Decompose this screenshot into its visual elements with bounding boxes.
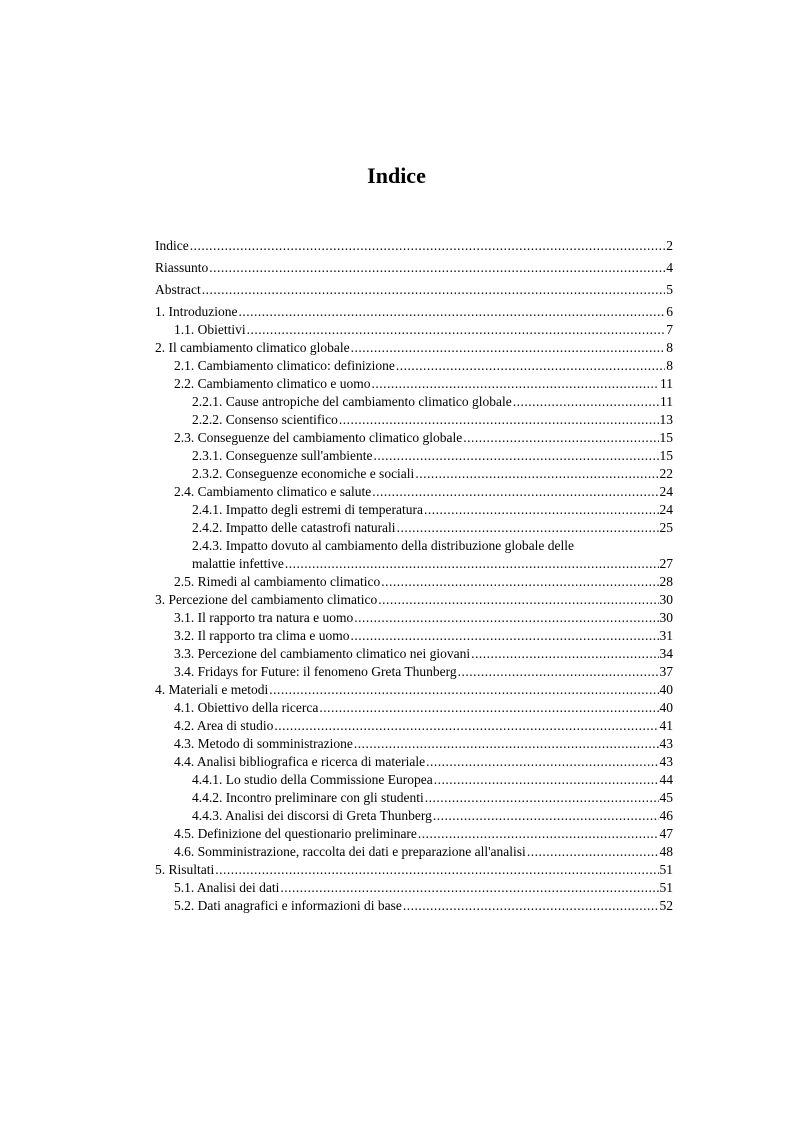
toc-entry-label: 5.2. Dati anagrafici e informazioni di base — [174, 898, 402, 913]
toc-entry-label: 4.6. Somministrazione, raccolta dei dati e preparazione all'analisi — [174, 844, 526, 859]
toc-entry[interactable] — [155, 807, 673, 825]
toc-entry-label: 1. Introduzione — [155, 304, 238, 319]
dot-leader — [463, 429, 658, 447]
toc-page-number: 43 — [659, 754, 673, 769]
toc-entry-label: 4.2. Area di studio — [174, 718, 274, 733]
toc-page-number: 8 — [666, 358, 673, 373]
dot-leader — [274, 717, 658, 735]
toc-entry-label: Indice — [155, 238, 189, 253]
toc-page-number: 44 — [659, 772, 673, 787]
dot-leader — [238, 303, 665, 321]
toc-page-number: 7 — [666, 322, 673, 337]
toc-entry-label: 3.1. Il rapporto tra natura e uomo — [174, 610, 354, 625]
table-of-contents — [155, 233, 673, 915]
toc-entry[interactable] — [155, 501, 673, 519]
dot-leader — [354, 609, 658, 627]
toc-page-number: 2 — [666, 238, 673, 253]
toc-entry[interactable] — [155, 771, 673, 789]
dot-leader — [418, 825, 659, 843]
toc-entry-label: 2.2. Cambiamento climatico e uomo — [174, 376, 371, 391]
toc-entry-label: 3. Percezione del cambiamento climatico — [155, 592, 378, 607]
toc-entry-label: Abstract — [155, 282, 201, 297]
toc-entry[interactable] — [155, 321, 673, 339]
dot-leader — [269, 681, 658, 699]
dot-leader — [285, 555, 659, 573]
toc-page-number: 45 — [659, 790, 673, 805]
toc-entry[interactable] — [155, 717, 673, 735]
toc-page-number: 30 — [659, 592, 673, 607]
toc-page-number: 48 — [659, 844, 673, 859]
dot-leader — [378, 591, 658, 609]
toc-entry-label: 2.2.2. Consenso scientifico — [192, 412, 338, 427]
toc-entry-label: 2.2.1. Cause antropiche del cambiamento climatico globale — [192, 394, 512, 409]
dot-leader — [371, 375, 659, 393]
toc-entry-label: 5. Risultati — [155, 862, 215, 877]
toc-entry[interactable] — [155, 259, 673, 277]
toc-page-number: 46 — [659, 808, 673, 823]
toc-page-number: 51 — [659, 862, 673, 877]
toc-entry[interactable] — [155, 663, 673, 681]
toc-entry-label: 2.1. Cambiamento climatico: definizione — [174, 358, 395, 373]
toc-entry[interactable] — [155, 237, 673, 255]
dot-leader — [434, 771, 659, 789]
toc-page-number: 41 — [659, 718, 673, 733]
toc-entry-multiline[interactable] — [155, 537, 673, 573]
dot-leader — [397, 519, 659, 537]
toc-entry[interactable] — [155, 753, 673, 771]
toc-entry[interactable] — [155, 879, 673, 897]
toc-entry[interactable] — [155, 375, 673, 393]
toc-entry[interactable] — [155, 591, 673, 609]
dot-leader — [247, 321, 666, 339]
dot-leader — [396, 357, 665, 375]
toc-entry-label: 2.4.3. Impatto dovuto al cambiamento della distribuzione globale delle — [192, 538, 575, 553]
dot-leader — [350, 627, 658, 645]
toc-entry[interactable] — [155, 483, 673, 501]
toc-entry[interactable] — [155, 735, 673, 753]
toc-entry[interactable] — [155, 573, 673, 591]
toc-entry[interactable] — [155, 519, 673, 537]
toc-page-number: 52 — [659, 898, 673, 913]
toc-page-number: 40 — [659, 682, 673, 697]
dot-leader — [513, 393, 659, 411]
toc-entry-label: 2.4. Cambiamento climatico e salute — [174, 484, 372, 499]
dot-leader — [424, 501, 659, 519]
toc-page-number: 40 — [659, 700, 673, 715]
toc-page-number: 24 — [659, 502, 673, 517]
toc-page-number: 24 — [659, 484, 673, 499]
toc-page-number: 8 — [666, 340, 673, 355]
toc-entry-label: 4.4.2. Incontro preliminare con gli studenti — [192, 790, 424, 805]
toc-entry[interactable] — [155, 465, 673, 483]
dot-leader — [351, 339, 666, 357]
toc-page-number: 34 — [659, 646, 673, 661]
toc-page-number: 43 — [659, 736, 673, 751]
toc-entry[interactable] — [155, 825, 673, 843]
dot-leader — [381, 573, 658, 591]
dot-leader — [426, 753, 658, 771]
dot-leader — [425, 789, 659, 807]
toc-page-number: 25 — [659, 520, 673, 535]
dot-leader — [339, 411, 659, 429]
toc-entry-label: 5.1. Analisi dei dati — [174, 880, 280, 895]
toc-entry[interactable] — [155, 281, 673, 299]
toc-entry-label: 4.5. Definizione del questionario preliminare — [174, 826, 417, 841]
toc-page-number: 4 — [666, 260, 673, 275]
toc-page-number: 47 — [659, 826, 673, 841]
toc-entry[interactable] — [155, 861, 673, 879]
toc-entry-label: 4. Materiali e metodi — [155, 682, 269, 697]
toc-entry-label: 4.4.1. Lo studio della Commissione Europea — [192, 772, 433, 787]
toc-page-number: 37 — [659, 664, 673, 679]
toc-page-number: 30 — [659, 610, 673, 625]
toc-entry[interactable] — [155, 897, 673, 915]
toc-entry-label: 2.4.2. Impatto delle catastrofi naturali — [192, 520, 396, 535]
dot-leader — [415, 465, 658, 483]
dot-leader — [190, 237, 666, 255]
toc-entry-label: 2. Il cambiamento climatico globale — [155, 340, 350, 355]
toc-entry[interactable] — [155, 609, 673, 627]
dot-leader — [374, 447, 659, 465]
toc-entry[interactable] — [155, 681, 673, 699]
toc-entry[interactable] — [155, 789, 673, 807]
dot-leader — [215, 861, 658, 879]
toc-page-number: 13 — [659, 412, 673, 427]
dot-leader — [354, 735, 659, 753]
toc-page-number: 11 — [660, 394, 673, 409]
dot-leader — [471, 645, 658, 663]
page-title: Indice — [367, 163, 426, 188]
toc-entry-label: 2.3.1. Conseguenze sull'ambiente — [192, 448, 373, 463]
toc-entry[interactable] — [155, 699, 673, 717]
toc-entry-label: 2.5. Rimedi al cambiamento climatico — [174, 574, 381, 589]
toc-entry-label: 1.1. Obiettivi — [174, 322, 246, 337]
toc-page-number: 5 — [666, 282, 673, 297]
toc-entry[interactable] — [155, 393, 673, 411]
toc-entry[interactable] — [155, 447, 673, 465]
toc-entry-label: 2.3.2. Conseguenze economiche e sociali — [192, 466, 415, 481]
toc-entry-label: 4.4. Analisi bibliografica e ricerca di materiale — [174, 754, 426, 769]
toc-entry[interactable] — [155, 357, 673, 375]
toc-page-number: 11 — [660, 376, 673, 391]
toc-entry[interactable] — [155, 339, 673, 357]
dot-leader — [403, 897, 659, 915]
dot-leader — [527, 843, 659, 861]
toc-entry-label: 4.1. Obiettivo della ricerca — [174, 700, 319, 715]
toc-entry-label: 4.4.3. Analisi dei discorsi di Greta Thunberg — [192, 808, 432, 823]
toc-page-number: 22 — [659, 466, 673, 481]
toc-entry-label: malattie infettive — [192, 556, 284, 571]
dot-leader — [372, 483, 658, 501]
dot-leader — [202, 281, 666, 299]
toc-entry[interactable] — [155, 645, 673, 663]
toc-page-number: 28 — [659, 574, 673, 589]
toc-entry[interactable] — [155, 843, 673, 861]
toc-entry[interactable] — [155, 303, 673, 321]
toc-entry-label: 3.3. Percezione del cambiamento climatico nei giovani — [174, 646, 471, 661]
toc-entry-label: Riassunto — [155, 260, 209, 275]
toc-page-number: 51 — [659, 880, 673, 895]
dot-leader — [209, 259, 665, 277]
dot-leader — [319, 699, 658, 717]
toc-page-number: 15 — [659, 448, 673, 463]
dot-leader — [433, 807, 659, 825]
toc-entry-label: 3.2. Il rapporto tra clima e uomo — [174, 628, 350, 643]
toc-page-number: 27 — [659, 556, 673, 571]
dot-leader — [458, 663, 659, 681]
toc-page-number: 6 — [666, 304, 673, 319]
toc-entry-label: 4.3. Metodo di somministrazione — [174, 736, 353, 751]
toc-page-number: 31 — [659, 628, 673, 643]
toc-entry-label: 2.4.1. Impatto degli estremi di temperatura — [192, 502, 423, 517]
dot-leader — [280, 879, 658, 897]
toc-entry[interactable] — [155, 627, 673, 645]
toc-entry-continuation — [192, 555, 673, 573]
toc-entry[interactable] — [155, 411, 673, 429]
toc-entry-label: 3.4. Fridays for Future: il fenomeno Greta Thunberg — [174, 664, 457, 679]
toc-page-number: 15 — [659, 430, 673, 445]
toc-entry[interactable] — [155, 429, 673, 447]
toc-entry-label: 2.3. Conseguenze del cambiamento climatico globale — [174, 430, 463, 445]
